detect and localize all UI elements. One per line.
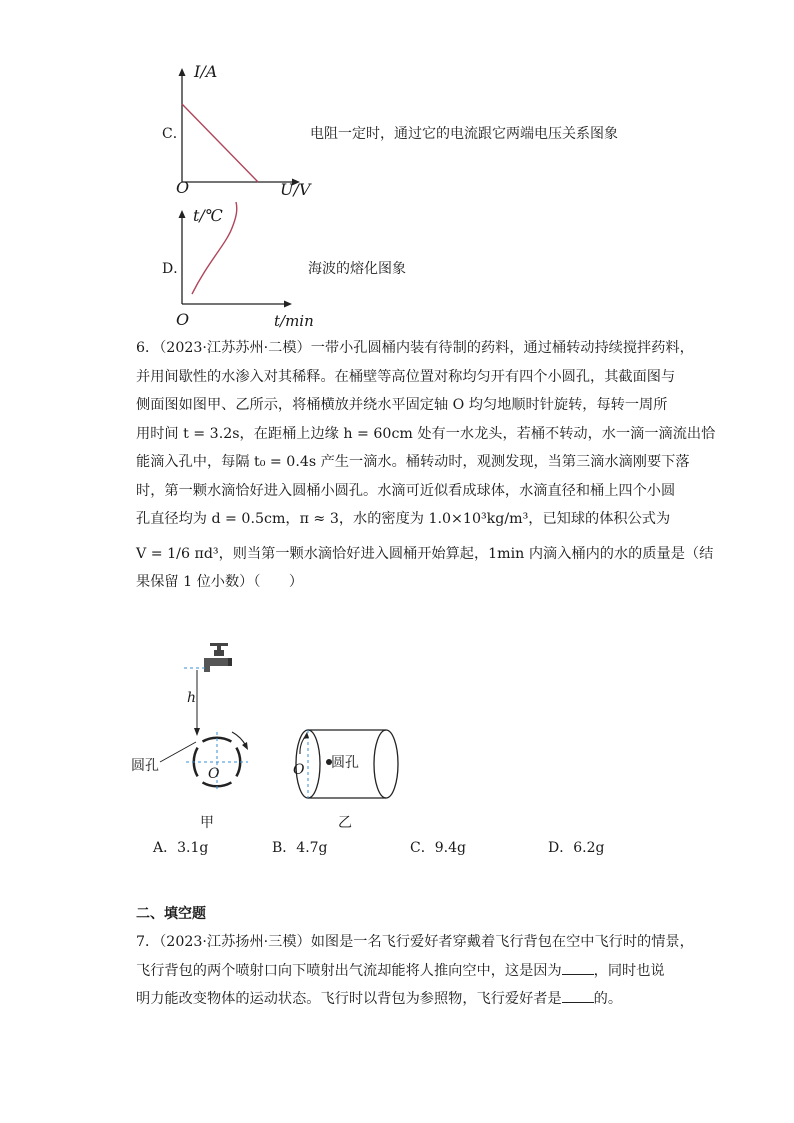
q6-line: 孔直径均为 d = 0.5cm，π ≈ 3，水的密度为 1.0×10³kg/m³，已知球的体积公式为 — [136, 511, 671, 527]
figure-jia-caption: 甲 — [200, 815, 214, 831]
y-axis-label: t/℃ — [193, 206, 223, 225]
answer-blank-1[interactable] — [562, 960, 594, 975]
option-d[interactable]: D．6.2g — [548, 840, 605, 856]
option-a[interactable]: A．3.1g — [153, 840, 209, 856]
answer-blank-2[interactable] — [562, 988, 594, 1003]
option-b[interactable]: B．4.7g — [272, 840, 328, 856]
melting-graph — [168, 200, 308, 310]
graph-c-description: 电阻一定时，通过它的电流跟它两端电压关系图象 — [310, 126, 618, 142]
faucet-icon — [204, 643, 232, 672]
figure-jia — [170, 640, 250, 810]
question-6-text — [136, 334, 716, 597]
graph-d-description: 海波的熔化图象 — [308, 261, 406, 277]
figure-yi-caption: 乙 — [338, 815, 352, 831]
x-axis-arrow — [284, 301, 292, 308]
q6-line: V = 1/6 πd³，则当第一颗水滴恰好进入圆桶开始算起，1min 内滴入桶内的水的质量是（结 — [136, 545, 714, 562]
x-axis-label: U/V — [280, 180, 311, 199]
option-d-label: D． — [162, 261, 188, 277]
axis-label: O — [208, 766, 220, 782]
axis-label: O — [293, 762, 305, 778]
origin-label: O — [176, 310, 190, 329]
q6-line: 时，第一颗水滴恰好进入圆桶小圆孔。水滴可近似看成球体，水滴直径和桶上四个小圆 — [136, 482, 676, 499]
current-line — [182, 104, 258, 182]
option-c-label: C． — [162, 126, 187, 142]
hole-pointer — [158, 740, 198, 770]
q7-line: 明力能改变物体的运动状态。飞行时以背包为参照物，飞行爱好者是 的。 — [136, 985, 676, 1014]
q6-line: 并用间歇性的水渗入对其稀释。在桶壁等高位置对称均匀开有四个小圆孔，其截面图与 — [136, 368, 676, 385]
y-axis-label: I/A — [194, 62, 218, 81]
y-axis-arrow — [179, 210, 186, 218]
q6-line: 用时间 t = 3.2s，在距桶上边缘 h = 60cm 处有一水龙头，若桶不转动，水一滴一滴流出恰 — [136, 425, 716, 442]
question-7-text — [136, 928, 694, 1014]
q7-line: 飞行背包的两个喷射口向下喷射出气流却能将人推向空中，这是因为 ，同时也说 — [136, 957, 676, 986]
q6-line: 果保留 1 位小数）（ ） — [136, 574, 304, 590]
q6-line: 6．（2023·江苏苏州·二模）一带小孔圆桶内装有待制的药料，通过桶转动持续搅拌药料， — [136, 340, 694, 356]
y-axis-arrow — [179, 68, 186, 76]
x-axis-label: t/min — [274, 312, 314, 330]
hole-label: 圆孔 — [331, 755, 359, 771]
section-heading: 二、填空题 — [136, 906, 206, 922]
rotation-arrow — [300, 736, 306, 754]
hole-label: 圆孔 — [131, 758, 159, 774]
q7-line: 7．（2023·江苏扬州·三模）如图是一名飞行爱好者穿戴着飞行背包在空中飞行时的情景， — [136, 934, 694, 950]
origin-label: O — [176, 178, 190, 197]
h-label: h — [187, 690, 197, 706]
q6-line: 侧面图如图甲、乙所示，将桶横放并绕水平固定轴 O 均匀地顺时针旋转，每转一周所 — [136, 397, 668, 413]
q6-line: 能滴入孔中，每隔 t₀ = 0.4s 产生一滴水。桶转动时，观测发现，当第三滴水滴刚要下落 — [136, 454, 690, 470]
option-c[interactable]: C．9.4g — [410, 840, 466, 856]
